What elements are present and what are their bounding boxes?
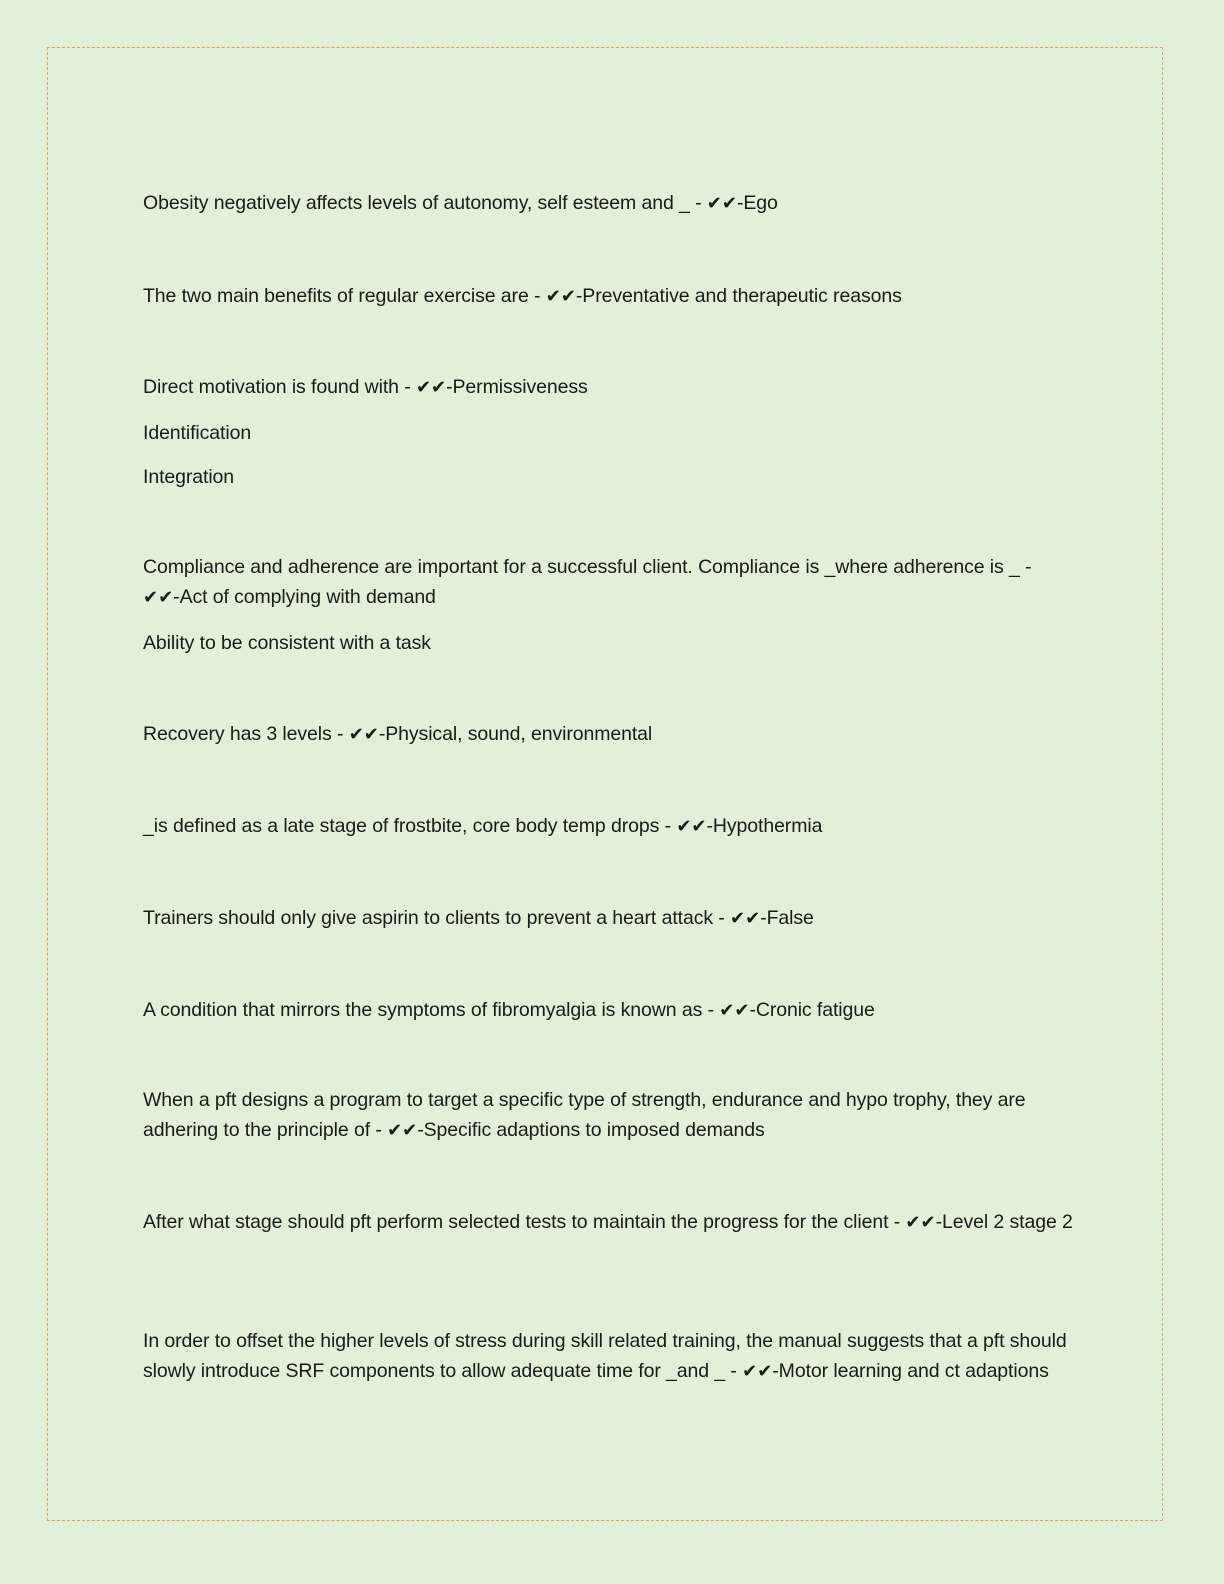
qa-line: [143, 1207, 1073, 1238]
qa-line: [143, 281, 1073, 312]
question-text: Compliance and adherence are important for a successful client. Compliance is _where adherence is _ -: [143, 556, 1032, 578]
qa-line: [143, 1085, 1073, 1146]
question-text: In order to offset the higher levels of stress during skill related training, the manual suggests that a pft should slowly introduce SRF components to allow adequate time for _and _ -: [143, 1330, 1067, 1382]
check-icon: ✔✔: [415, 377, 447, 398]
check-icon: ✔✔: [905, 1212, 936, 1233]
answer-text: -Preventative and therapeutic reasons: [575, 285, 902, 307]
qa-item-9: [143, 1085, 1073, 1146]
qa-item-11: [143, 1326, 1073, 1387]
qa-line: [143, 995, 1073, 1026]
qa-line: [143, 552, 1073, 613]
answer-extra-line: Identification: [143, 422, 252, 444]
qa-item-6: [143, 811, 1073, 842]
check-icon: ✔✔: [143, 587, 174, 608]
qa-item-7: [143, 903, 1073, 934]
check-icon: ✔✔: [387, 1120, 418, 1141]
question-text: When a pft designs a program to target a specific type of strength, endurance and hypo trophy, they are adhering to the principle of -: [143, 1089, 1026, 1141]
answer-text: -Permissiveness: [446, 376, 588, 398]
qa-line: [143, 903, 1073, 934]
question-text: Obesity negatively affects levels of autonomy, self esteem and _ -: [143, 192, 707, 214]
qa-item-5: [143, 719, 1073, 750]
question-text: A condition that mirrors the symptoms of fibromyalgia is known as -: [143, 999, 720, 1021]
answer-continuation: [143, 418, 1073, 448]
qa-line: [143, 1326, 1073, 1387]
qa-line: [143, 372, 1073, 403]
question-text: Recovery has 3 levels -: [143, 723, 349, 745]
check-icon: ✔✔: [545, 286, 576, 307]
question-text: _is defined as a late stage of frostbite, core body temp drops -: [143, 815, 677, 837]
answer-text: -Cronic fatigue: [749, 999, 875, 1021]
page-border: [47, 47, 1163, 1521]
answer-extra-line: Integration: [143, 466, 235, 488]
answer-text: -Ego: [736, 192, 778, 214]
qa-line: [143, 188, 1073, 219]
answer-text: -False: [760, 907, 814, 929]
qa-item-3: [143, 372, 1073, 403]
check-icon: ✔✔: [676, 816, 707, 837]
qa-item-4: [143, 552, 1073, 613]
answer-continuation: [143, 462, 1073, 492]
answer-text: -Act of complying with demand: [173, 586, 436, 608]
question-text: The two main benefits of regular exercise are -: [143, 285, 546, 307]
question-text: Trainers should only give aspirin to clients to prevent a heart attack -: [143, 907, 731, 929]
answer-text: -Physical, sound, environmental: [378, 723, 653, 745]
qa-item-10: [143, 1207, 1073, 1238]
check-icon: ✔✔: [348, 724, 379, 745]
qa-item-8: [143, 995, 1073, 1026]
qa-item-1: [143, 188, 1073, 219]
answer-text: -Level 2 stage 2: [935, 1211, 1073, 1233]
answer-extra-line: Ability to be consistent with a task: [143, 632, 431, 654]
check-icon: ✔✔: [719, 1000, 750, 1021]
check-icon: ✔✔: [730, 908, 761, 929]
qa-line: [143, 811, 1073, 842]
answer-text: -Hypothermia: [706, 815, 823, 837]
check-icon: ✔✔: [706, 193, 737, 214]
question-text: Direct motivation is found with -: [143, 376, 416, 398]
answer-text: -Motor learning and ct adaptions: [772, 1360, 1049, 1382]
answer-continuation: [143, 628, 1073, 658]
qa-item-2: [143, 281, 1073, 312]
check-icon: ✔✔: [742, 1361, 773, 1382]
qa-line: [143, 719, 1073, 750]
answer-text: -Specific adaptions to imposed demands: [417, 1119, 765, 1141]
question-text: After what stage should pft perform selected tests to maintain the progress for the client -: [143, 1211, 906, 1233]
